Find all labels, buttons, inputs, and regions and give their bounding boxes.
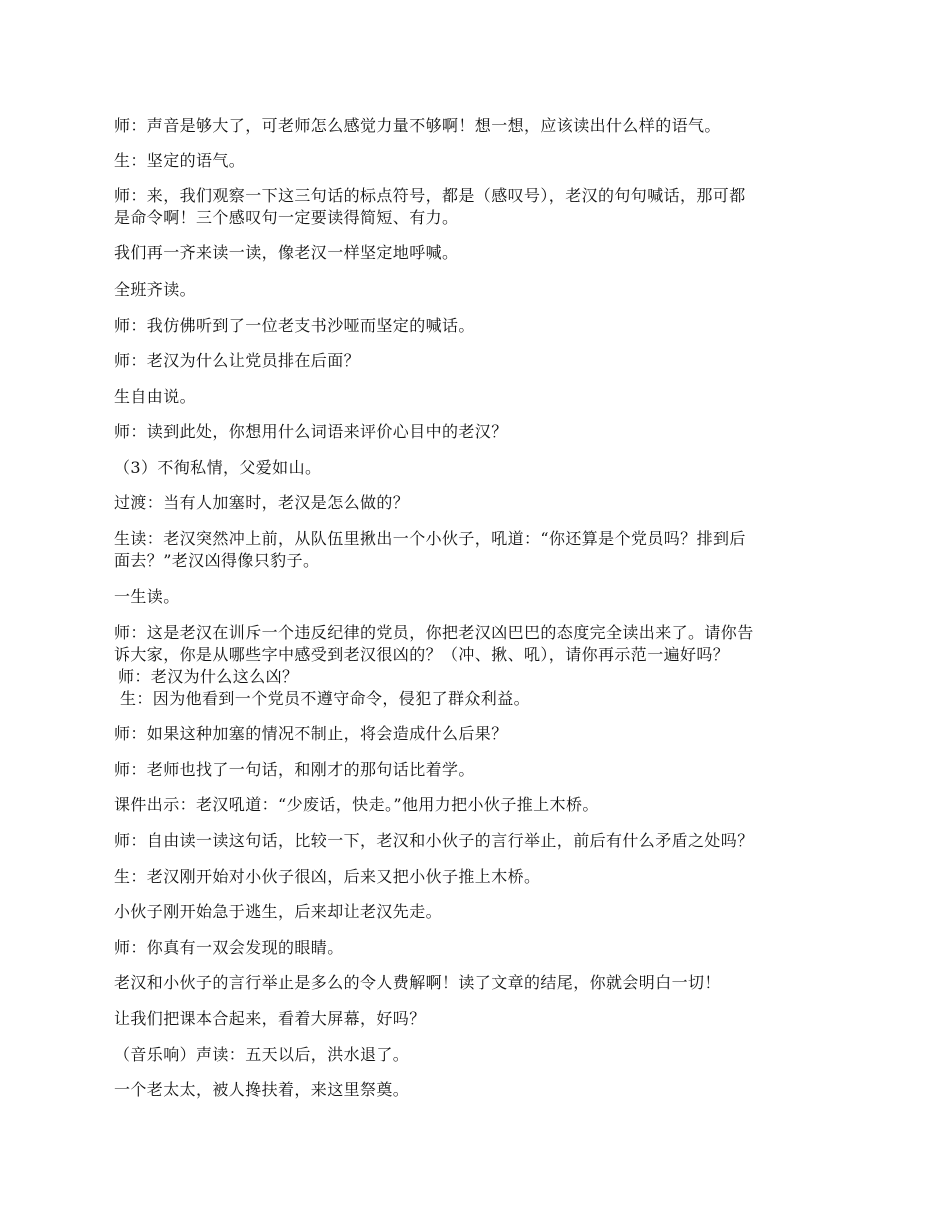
paragraph-line: 生：因为他看到一个党员不遵守命令，侵犯了群众利益。	[120, 689, 531, 708]
paragraph-line: 我们再一齐来读一读，像老汉一样坚定地呼喊。	[114, 243, 459, 262]
paragraph-line: 生读：老汉突然冲上前，从队伍里揪出一个小伙子，吼道：“你还算是个党员吗？排到后	[114, 529, 746, 548]
paragraph-line: 课件出示：老汉吼道：“少废话，快走。”他用力把小伙子推上木桥。	[114, 795, 599, 814]
paragraph-line: 师：如果这种加塞的情况不制止，将会造成什么后果？	[114, 724, 508, 743]
paragraph-line: 师：来，我们观察一下这三句话的标点符号，都是（感叹号），老汉的句句喊话，那可都	[114, 186, 746, 205]
paragraph-line: 过渡：当有人加塞时，老汉是怎么做的？	[114, 493, 410, 512]
paragraph-line: 师：我仿佛听到了一位老支书沙哑而坚定的喊话。	[114, 316, 475, 335]
paragraph-line: 师：声音是够大了，可老师怎么感觉力量不够啊！想一想，应该读出什么样的语气。	[114, 116, 721, 135]
paragraph-line: 师：读到此处，你想用什么词语来评价心目中的老汉？	[114, 422, 508, 441]
paragraph-line: 师：这是老汉在训斥一个违反纪律的党员，你把老汉凶巴巴的态度完全读出来了。请你告	[114, 623, 754, 642]
paragraph-line: 生：老汉刚开始对小伙子很凶，后来又把小伙子推上木桥。	[114, 867, 541, 886]
paragraph-line: 让我们把课本合起来，看着大屏幕，好吗？	[114, 1009, 426, 1028]
paragraph-line: 面去？”老汉凶得像只豹子。	[114, 551, 320, 570]
paragraph-line: 是命令啊！三个感叹句一定要读得简短、有力。	[114, 208, 459, 227]
paragraph-line: 师：老汉为什么让党员排在后面？	[114, 351, 361, 370]
paragraph-line: 诉大家，你是从哪些字中感受到老汉很凶的？（冲、揪、吼），请你再示范一遍好吗？	[114, 645, 730, 664]
paragraph-line: 老汉和小伙子的言行举止是多么的令人费解啊！读了文章的结尾，你就会明白一切！	[114, 973, 721, 992]
paragraph-line: 一生读。	[114, 587, 180, 606]
paragraph-line: 小伙子刚开始急于逃生，后来却让老汉先走。	[114, 902, 443, 921]
paragraph-line: 全班齐读。	[114, 280, 197, 299]
paragraph-line: 生：坚定的语气。	[114, 151, 246, 170]
paragraph-line: 师：自由读一读这句话，比较一下，老汉和小伙子的言行举止，前后有什么矛盾之处吗？	[114, 831, 754, 850]
paragraph-line: 师：你真有一双会发现的眼睛。	[114, 938, 344, 957]
paragraph-line: 师：老师也找了一句话，和刚才的那句话比着学。	[114, 760, 475, 779]
paragraph-line: 生自由说。	[114, 387, 197, 406]
paragraph-line: （3）不徇私情，父爱如山。	[114, 458, 322, 477]
paragraph-line: 一个老太太，被人搀扶着，来这里祭奠。	[114, 1080, 410, 1099]
paragraph-line: 师：老汉为什么这么凶？	[118, 667, 299, 686]
paragraph-line: （音乐响）声读：五天以后，洪水退了。	[114, 1045, 410, 1064]
